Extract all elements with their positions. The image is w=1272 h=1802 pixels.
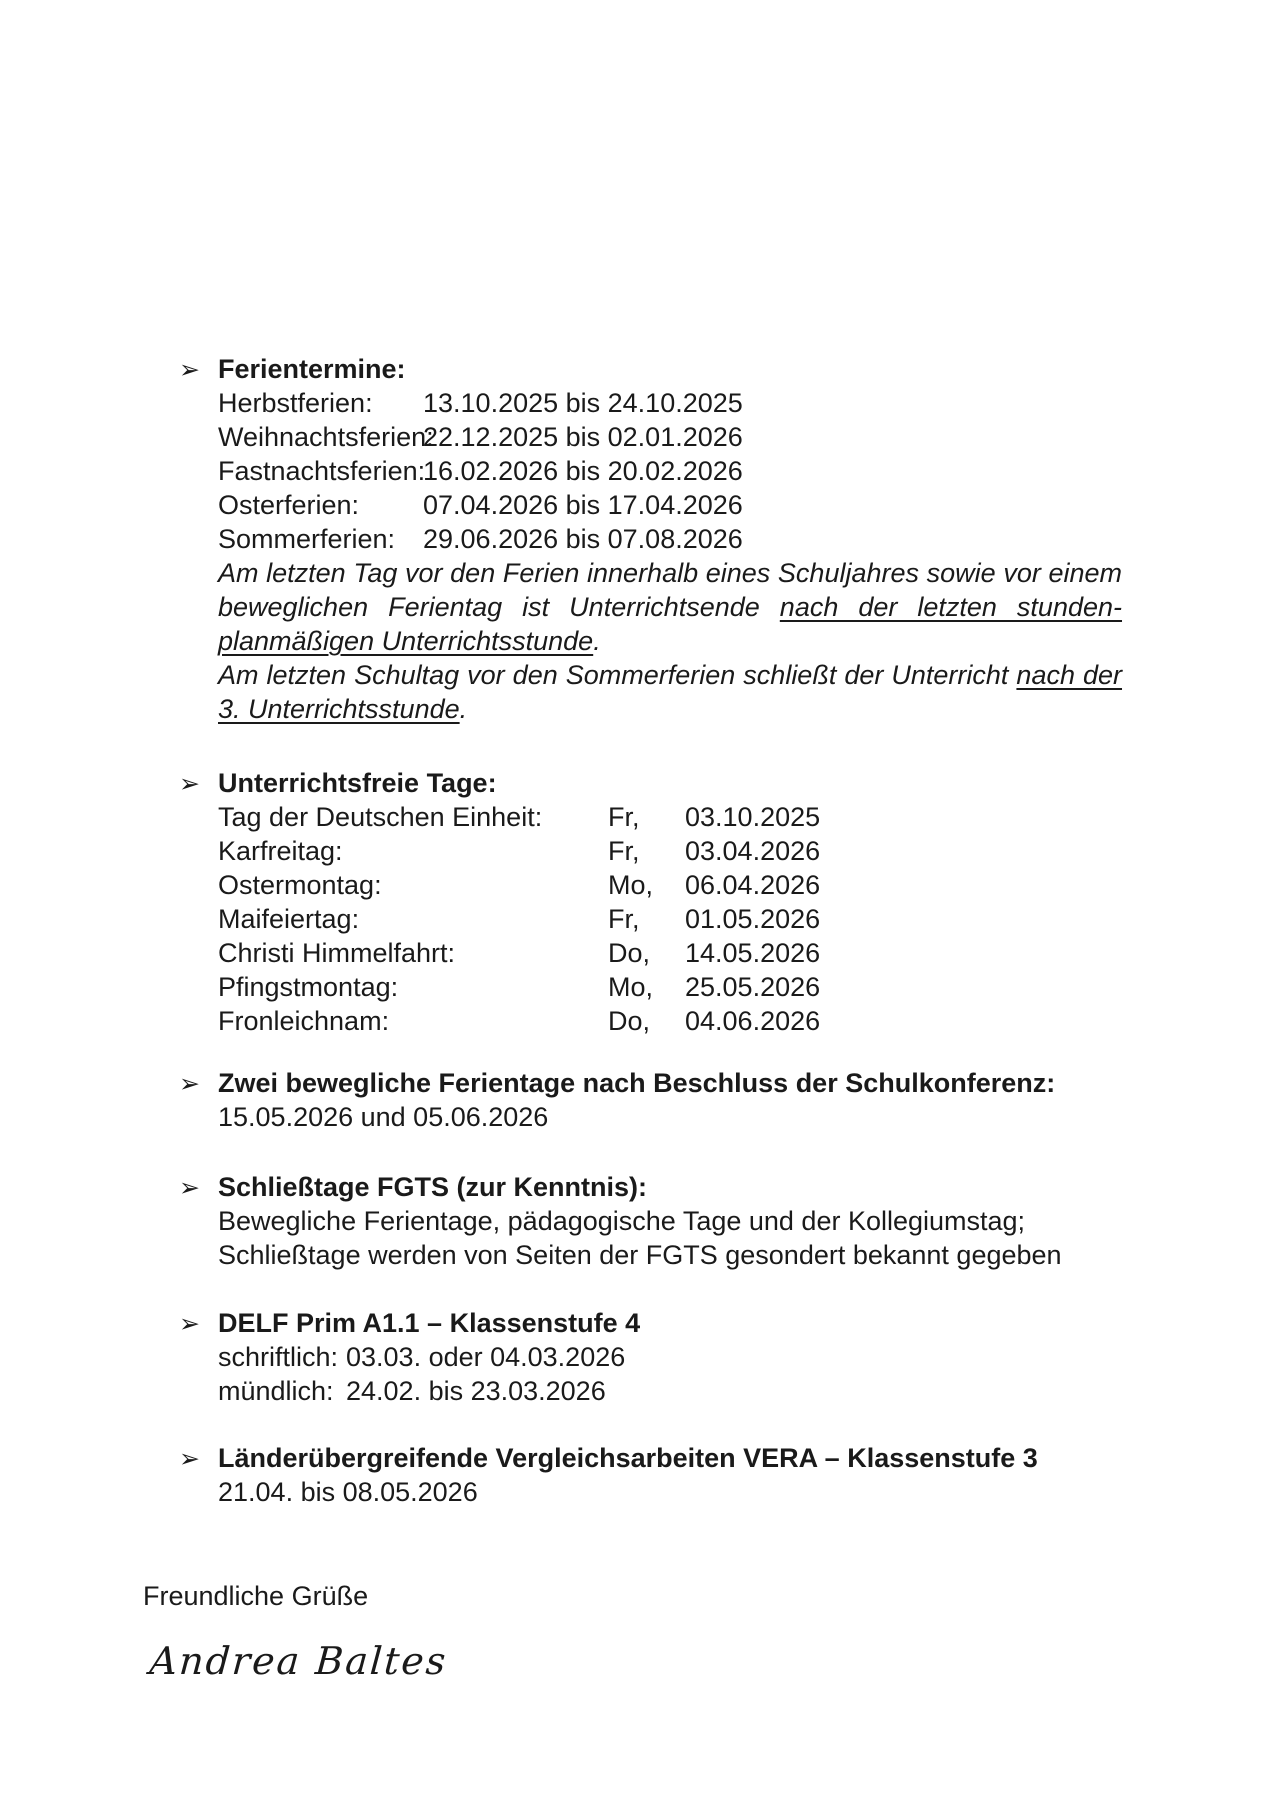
free-day-label: Tag der Deutschen Einheit: — [218, 802, 543, 832]
table-row — [218, 834, 1122, 868]
section-vera — [143, 1441, 1122, 1509]
note-text: . — [593, 626, 601, 656]
note-text-underlined: nach der 3. Unterrichtsstunde — [218, 660, 1123, 724]
delf-mode-label: schriftlich: — [218, 1342, 339, 1372]
table-row — [218, 420, 1122, 454]
free-day-weekday: Do, — [608, 1006, 651, 1036]
free-day-date: 03.10.2025 — [685, 802, 821, 832]
table-row — [218, 936, 1122, 970]
note-text: Am letzten Tag vor den Ferien innerhalb eines Schuljahres sowie vor einem beweglichen Ferientag ist Unterrichtsende — [218, 558, 1122, 622]
holiday-label: Weihnachtsferien: — [218, 422, 434, 452]
free-day-date: 03.04.2026 — [685, 836, 821, 866]
delf-dates: 24.02. bis 23.03.2026 — [346, 1376, 606, 1406]
free-day-label: Pfingstmontag: — [218, 972, 399, 1002]
delf-mode-label: mündlich: — [218, 1376, 334, 1406]
table-row — [218, 1374, 1122, 1408]
holiday-dates: 22.12.2025 bis 02.01.2026 — [423, 422, 743, 452]
free-day-weekday: Mo, — [608, 870, 654, 900]
holiday-label: Osterferien: — [218, 490, 360, 520]
table-row — [218, 488, 1122, 522]
section-unterrichtsfreie-tage — [143, 766, 1122, 1038]
free-day-weekday: Do, — [608, 938, 651, 968]
section-ferientermine — [143, 352, 1122, 726]
table-row — [218, 970, 1122, 1004]
schliesstage-line: Schließtage werden von Seiten der FGTS gesondert bekannt gegeben — [218, 1240, 1062, 1270]
arrow-bullet-icon: ➢ — [179, 1174, 200, 1202]
table-row — [218, 868, 1122, 902]
holiday-label: Herbstferien: — [218, 388, 373, 418]
free-day-weekday: Mo, — [608, 972, 654, 1002]
section-title-ferientermine: Ferientermine: — [218, 354, 406, 384]
holiday-dates: 07.04.2026 bis 17.04.2026 — [423, 490, 743, 520]
holiday-dates: 29.06.2026 bis 07.08.2026 — [423, 524, 743, 554]
free-day-date: 01.05.2026 — [685, 904, 821, 934]
table-row — [218, 1340, 1122, 1374]
arrow-bullet-icon: ➢ — [179, 1310, 200, 1338]
free-day-label: Maifeiertag: — [218, 904, 360, 934]
section-schliesstage-fgts — [143, 1170, 1122, 1272]
holiday-label: Sommerferien: — [218, 524, 396, 554]
table-row — [218, 522, 1122, 556]
free-day-date: 25.05.2026 — [685, 972, 821, 1002]
table-row — [218, 386, 1122, 420]
section-bewegliche-ferientage — [143, 1066, 1122, 1134]
delf-dates: 03.03. oder 04.03.2026 — [346, 1342, 626, 1372]
schliesstage-line: Bewegliche Ferientage, pädagogische Tage und der Kollegiumstag; — [218, 1206, 1026, 1236]
free-day-weekday: Fr, — [608, 836, 640, 866]
free-day-label: Christi Himmelfahrt: — [218, 938, 456, 968]
free-day-label: Karfreitag: — [218, 836, 343, 866]
section-delf-prim — [143, 1306, 1122, 1408]
bewegliche-ferientage-dates: 15.05.2026 und 05.06.2026 — [218, 1102, 549, 1132]
holiday-label: Fastnachtsferien: — [218, 456, 426, 486]
arrow-bullet-icon: ➢ — [179, 1070, 200, 1098]
free-day-label: Ostermontag: — [218, 870, 382, 900]
table-row — [218, 800, 1122, 834]
note-text: . — [459, 694, 468, 724]
free-day-date: 06.04.2026 — [685, 870, 821, 900]
section-title-bewegliche-ferientage: Zwei bewegliche Ferientage nach Beschluss der Schulkonferenz: — [218, 1068, 1056, 1098]
section-title-unterrichtsfreie-tage: Unterrichtsfreie Tage: — [218, 768, 497, 798]
table-row — [218, 1004, 1122, 1038]
section-title-schliesstage-fgts: Schließtage FGTS (zur Kenntnis): — [218, 1172, 648, 1202]
free-day-weekday: Fr, — [608, 904, 640, 934]
holiday-dates: 16.02.2026 bis 20.02.2026 — [423, 456, 743, 486]
holiday-dates: 13.10.2025 bis 24.10.2025 — [423, 388, 743, 418]
signature: Andrea Baltes — [148, 1639, 449, 1683]
free-day-date: 04.06.2026 — [685, 1006, 821, 1036]
section-title-delf-prim: DELF Prim A1.1 – Klassenstufe 4 — [218, 1308, 641, 1338]
note-text-underlined: nach der letzten stunden-planmäßigen Unterrichtsstunde — [218, 592, 1123, 656]
free-day-weekday: Fr, — [608, 802, 640, 832]
arrow-bullet-icon: ➢ — [179, 356, 200, 384]
arrow-bullet-icon: ➢ — [179, 770, 200, 798]
note-text: Am letzten Schultag vor den Sommerferien schließt der Unterricht — [218, 660, 1017, 690]
free-day-label: Fronleichnam: — [218, 1006, 390, 1036]
table-row — [218, 902, 1122, 936]
table-row — [218, 454, 1122, 488]
vera-dates: 21.04. bis 08.05.2026 — [218, 1477, 478, 1507]
arrow-bullet-icon: ➢ — [179, 1445, 200, 1473]
section-title-vera: Länderübergreifende Vergleichsarbeiten VERA – Klassenstufe 3 — [218, 1443, 1038, 1473]
note-unterrichtsende — [218, 556, 1122, 658]
closing-greeting: Freundliche Grüße — [143, 1581, 369, 1611]
free-day-date: 14.05.2026 — [685, 938, 821, 968]
note-sommerferien — [218, 658, 1122, 726]
